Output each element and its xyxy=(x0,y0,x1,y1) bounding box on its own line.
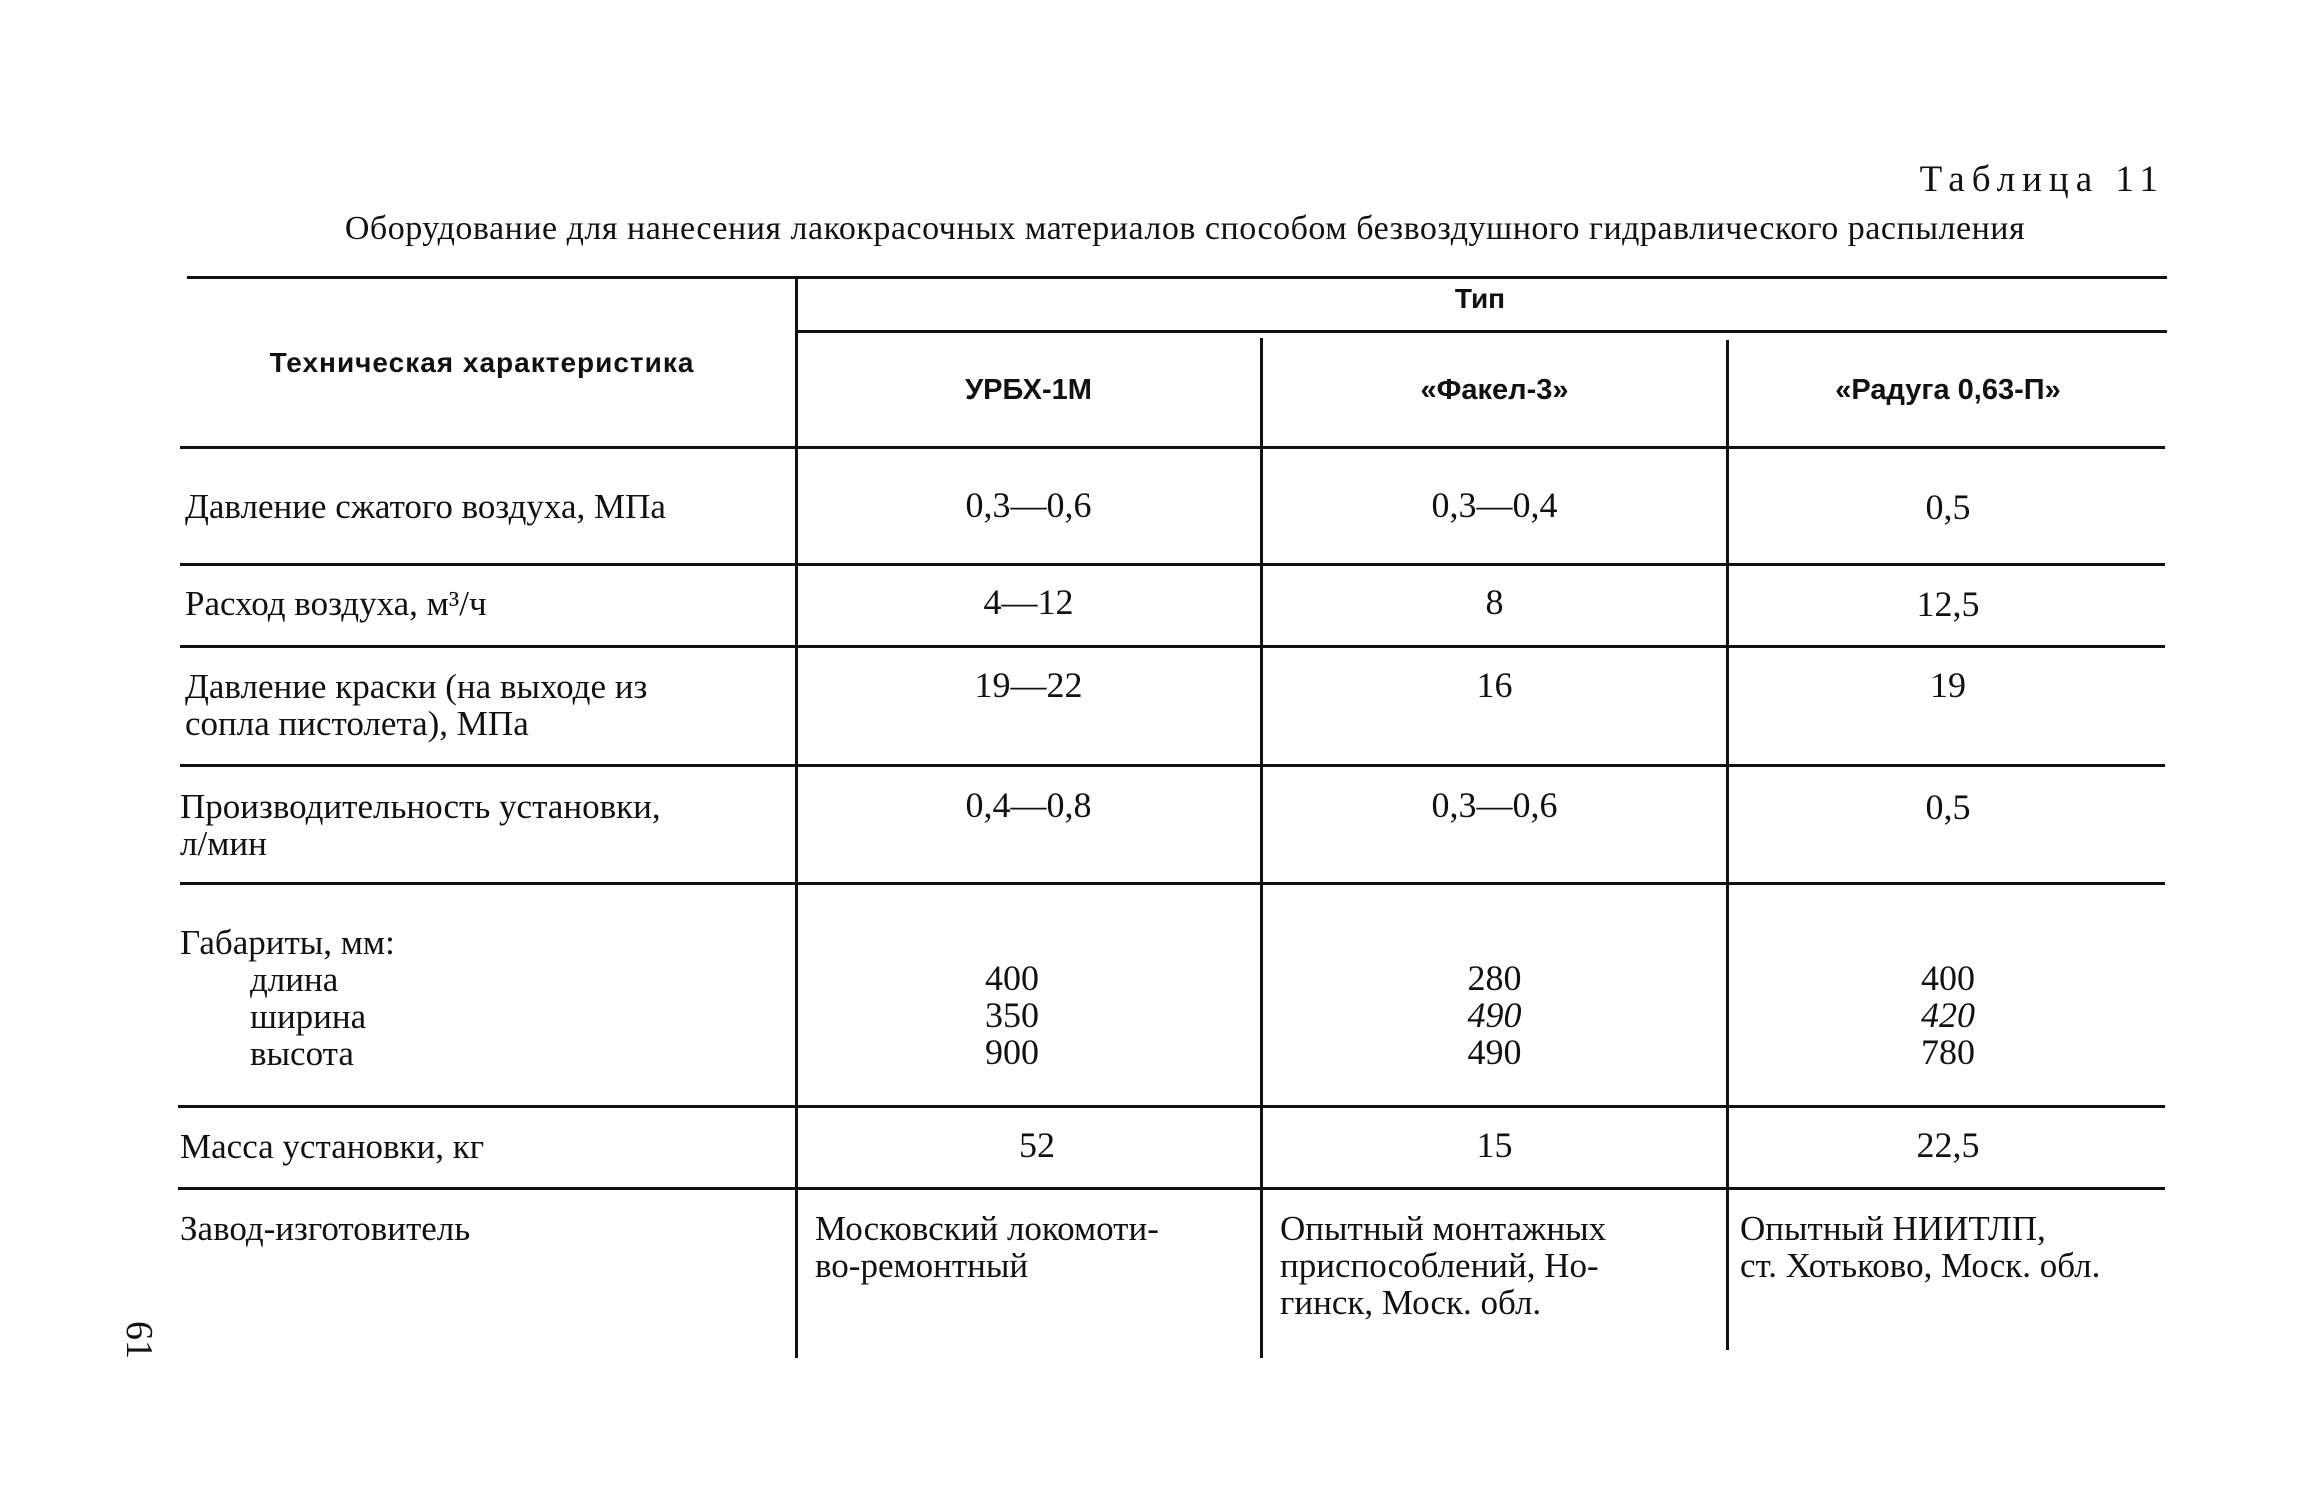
header-col-urbh: УРБХ-1М xyxy=(965,374,1092,406)
row-label-dimensions xyxy=(180,924,395,1072)
row-label-manufacturer: Завод-изготовитель xyxy=(180,1209,471,1248)
cell-mass-fakel: 15 xyxy=(1476,1125,1513,1165)
cell-dim-urbh-length: 400 xyxy=(985,958,1039,998)
rule-header-bottom xyxy=(180,446,2165,449)
dimensions-title: Габариты, мм: xyxy=(180,923,395,962)
page-number: 61 xyxy=(118,1321,160,1359)
cell-air-pressure-raduga: 0,5 xyxy=(1925,487,1971,527)
cell-manufacturer-fakel xyxy=(1280,1210,1710,1321)
cell-mass-raduga: 22,5 xyxy=(1916,1125,1980,1165)
cell-manufacturer-fakel-line-3: гинск, Моск. обл. xyxy=(1280,1283,1542,1322)
cell-dim-raduga-length: 400 xyxy=(1921,958,1975,998)
cell-dimensions-fakel xyxy=(1263,960,1726,1071)
cell-manufacturer-raduga xyxy=(1740,1210,2165,1284)
cell-manufacturer-urbh xyxy=(815,1210,1240,1284)
cell-dim-fakel-width: 490 xyxy=(1467,995,1522,1035)
cell-dimensions-raduga xyxy=(1729,960,2167,1071)
cell-capacity-fakel: 0,3—0,6 xyxy=(1431,785,1558,825)
row-label-mass: Масса установки, кг xyxy=(180,1127,485,1166)
header-characteristic: Техническая характеристика xyxy=(269,347,695,378)
header-type: Тип xyxy=(1454,283,1506,314)
cell-manufacturer-raduga-line-1: Опытный НИИТЛП, xyxy=(1740,1209,2046,1248)
header-col-fakel: «Факел-3» xyxy=(1420,374,1569,406)
cell-dim-raduga-height: 780 xyxy=(1921,1032,1975,1072)
cell-manufacturer-fakel-line-1: Опытный монтажных xyxy=(1280,1209,1607,1248)
row-label-paint-pressure-line-2: сопла пистолета), МПа xyxy=(185,704,529,743)
rule-row-4 xyxy=(180,882,2165,885)
cell-manufacturer-urbh-line-2: во-ремонтный xyxy=(815,1246,1029,1285)
cell-manufacturer-fakel-line-2: приспособлений, Но- xyxy=(1280,1246,1599,1285)
cell-dim-fakel-height: 490 xyxy=(1467,1032,1522,1072)
row-label-capacity xyxy=(180,788,772,862)
dimension-length-label: длина xyxy=(250,960,339,999)
cell-dim-fakel-length: 280 xyxy=(1467,958,1522,998)
cell-paint-pressure-urbh: 19—22 xyxy=(974,665,1083,705)
header-col-raduga: «Радуга 0,63-П» xyxy=(1835,374,2061,406)
table-caption: Оборудование для нанесения лакокрасочных материалов способом безвоздушного гидравлического распыления xyxy=(344,210,2026,247)
row-label-paint-pressure-line-1: Давление краски (на выходе из xyxy=(185,667,648,706)
cell-capacity-raduga: 0,5 xyxy=(1925,787,1971,827)
cell-air-flow-raduga: 12,5 xyxy=(1916,584,1980,624)
cell-dim-urbh-width: 350 xyxy=(985,995,1039,1035)
dimension-height-label: высота xyxy=(250,1034,354,1073)
rule-row-2 xyxy=(180,645,2165,648)
rule-under-type xyxy=(797,330,2167,333)
cell-air-flow-fakel: 8 xyxy=(1485,582,1504,622)
rule-top xyxy=(187,276,2167,279)
row-label-paint-pressure xyxy=(185,668,775,742)
cell-dimensions-urbh xyxy=(797,960,1227,1071)
cell-paint-pressure-fakel: 16 xyxy=(1476,665,1513,705)
row-label-capacity-line-2: л/мин xyxy=(180,824,267,863)
cell-air-pressure-fakel: 0,3—0,4 xyxy=(1431,485,1558,525)
table-number: Таблица 11 xyxy=(1919,159,2165,200)
cell-manufacturer-raduga-line-2: ст. Хотьково, Моск. обл. xyxy=(1740,1246,2101,1285)
row-label-capacity-line-1: Производительность установки, xyxy=(180,787,661,826)
cell-paint-pressure-raduga: 19 xyxy=(1930,665,1966,705)
cell-capacity-urbh: 0,4—0,8 xyxy=(965,785,1092,825)
row-label-air-pressure: Давление сжатого воздуха, МПа xyxy=(185,487,666,526)
cell-dim-raduga-width: 420 xyxy=(1921,995,1975,1035)
dimension-width-label: ширина xyxy=(250,997,367,1036)
rule-row-6 xyxy=(178,1187,2165,1190)
rule-row-3 xyxy=(180,764,2165,767)
cell-mass-urbh: 52 xyxy=(1019,1125,1055,1165)
rule-row-1 xyxy=(180,563,2165,566)
row-label-air-flow: Расход воздуха, м³/ч xyxy=(185,584,487,623)
cell-air-flow-urbh: 4—12 xyxy=(983,582,1074,622)
cell-air-pressure-urbh: 0,3—0,6 xyxy=(965,485,1092,525)
cell-dim-urbh-height: 900 xyxy=(985,1032,1039,1072)
rule-row-5 xyxy=(178,1105,2165,1108)
cell-manufacturer-urbh-line-1: Московский локомоти- xyxy=(815,1209,1159,1248)
